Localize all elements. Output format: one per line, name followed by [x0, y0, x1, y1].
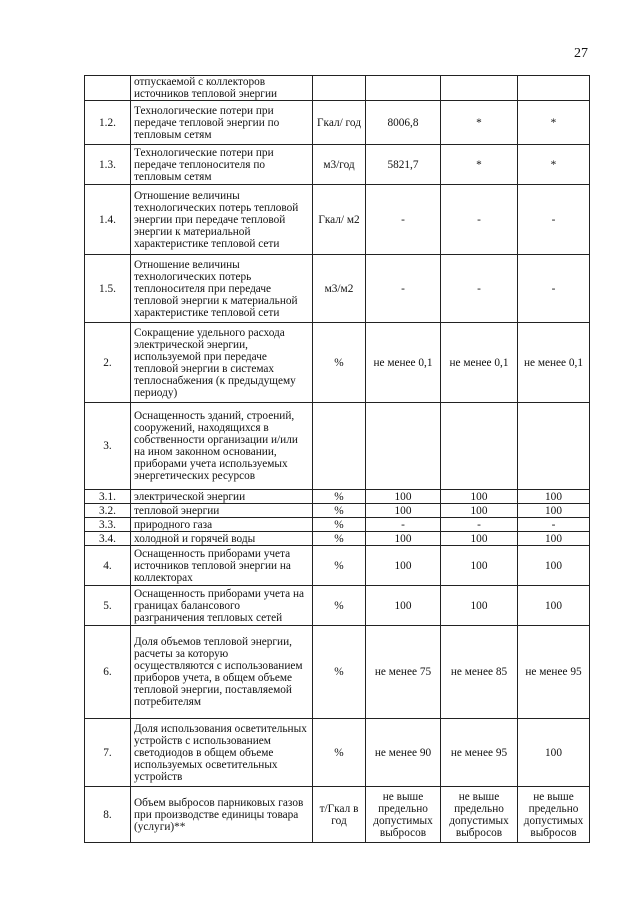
- row-number: 4.: [85, 546, 131, 586]
- table-row: [85, 546, 590, 586]
- value-year-1: 100: [366, 532, 441, 546]
- row-number: 3.2.: [85, 504, 131, 518]
- unit-of-measure: [313, 76, 366, 101]
- indicator-name: тепловой энергии: [131, 504, 313, 518]
- value-year-2: 100: [441, 546, 518, 586]
- value-year-1: не менее 75: [366, 626, 441, 719]
- value-year-2: *: [441, 145, 518, 185]
- value-year-3: [518, 76, 590, 101]
- indicator-name: природного газа: [131, 518, 313, 532]
- table-row: [85, 626, 590, 719]
- row-number: 2.: [85, 323, 131, 403]
- row-number: 1.5.: [85, 255, 131, 323]
- indicator-name: Оснащенность приборами учета на границах балансового разграничения тепловых сетей: [131, 586, 313, 626]
- row-number: 3.3.: [85, 518, 131, 532]
- table-row: [85, 101, 590, 145]
- indicator-name: Доля использования осветительных устройств с использованием светодиодов в общем объеме используемых осветительных устройств: [131, 719, 313, 787]
- value-year-2: не выше предельно допустимых выбросов: [441, 787, 518, 843]
- indicator-name: Сокращение удельного расхода электрической энергии, используемой при передаче тепловой энергии в системах теплоснабжения (к предыдущему периоду): [131, 323, 313, 403]
- indicator-name: отпускаемой с коллекторов источников тепловой энергии: [131, 76, 313, 101]
- indicator-name: Оснащенность зданий, строений, сооружений, находящихся в собственности организации и/или на ином законном основании, приборами учета используемых энергетических ресурсов: [131, 403, 313, 490]
- value-year-3: 100: [518, 586, 590, 626]
- indicator-name: холодной и горячей воды: [131, 532, 313, 546]
- indicator-name: Оснащенность приборами учета источников тепловой энергии на коллекторах: [131, 546, 313, 586]
- row-number: 7.: [85, 719, 131, 787]
- table-row: [85, 504, 590, 518]
- unit-of-measure: м3/м2: [313, 255, 366, 323]
- value-year-1: 5821,7: [366, 145, 441, 185]
- value-year-3: 100: [518, 532, 590, 546]
- value-year-1: 100: [366, 490, 441, 504]
- value-year-3: не менее 95: [518, 626, 590, 719]
- unit-of-measure: [313, 403, 366, 490]
- value-year-2: не менее 0,1: [441, 323, 518, 403]
- indicator-name: Объем выбросов парниковых газов при производстве единицы товара (услуги)**: [131, 787, 313, 843]
- value-year-1: -: [366, 255, 441, 323]
- value-year-3: не выше предельно допустимых выбросов: [518, 787, 590, 843]
- value-year-3: не менее 0,1: [518, 323, 590, 403]
- value-year-2: [441, 76, 518, 101]
- table-row: [85, 490, 590, 504]
- value-year-1: -: [366, 185, 441, 255]
- table-row: [85, 518, 590, 532]
- row-number: 3.1.: [85, 490, 131, 504]
- value-year-1: не выше предельно допустимых выбросов: [366, 787, 441, 843]
- indicator-name: Технологические потери при передаче тепловой энергии по тепловым сетям: [131, 101, 313, 145]
- table-row: [85, 719, 590, 787]
- value-year-3: 100: [518, 719, 590, 787]
- value-year-3: 100: [518, 490, 590, 504]
- value-year-2: не менее 85: [441, 626, 518, 719]
- indicator-name: Отношение величины технологических потерь тепловой энергии при передаче тепловой энергии к материальной характеристике тепловой сети: [131, 185, 313, 255]
- row-number: 5.: [85, 586, 131, 626]
- value-year-1: [366, 76, 441, 101]
- value-year-1: не менее 0,1: [366, 323, 441, 403]
- row-number: 3.4.: [85, 532, 131, 546]
- value-year-2: -: [441, 518, 518, 532]
- unit-of-measure: %: [313, 626, 366, 719]
- table-row: [85, 76, 590, 101]
- value-year-1: -: [366, 518, 441, 532]
- table-row: [85, 403, 590, 490]
- value-year-2: 100: [441, 504, 518, 518]
- unit-of-measure: Гкал/ год: [313, 101, 366, 145]
- indicator-name: Доля объемов тепловой энергии, расчеты за которую осуществляются с использованием приборов учета, в общем объеме тепловой энергии, поставляемой потребителям: [131, 626, 313, 719]
- value-year-2: 100: [441, 586, 518, 626]
- unit-of-measure: %: [313, 586, 366, 626]
- unit-of-measure: Гкал/ м2: [313, 185, 366, 255]
- unit-of-measure: %: [313, 323, 366, 403]
- row-number: 8.: [85, 787, 131, 843]
- row-number: 1.4.: [85, 185, 131, 255]
- row-number: 6.: [85, 626, 131, 719]
- value-year-3: *: [518, 145, 590, 185]
- value-year-2: -: [441, 185, 518, 255]
- table-row: [85, 586, 590, 626]
- unit-of-measure: %: [313, 518, 366, 532]
- row-number: [85, 76, 131, 101]
- indicator-name: электрической энергии: [131, 490, 313, 504]
- table-row: [85, 323, 590, 403]
- value-year-3: [518, 403, 590, 490]
- value-year-2: [441, 403, 518, 490]
- value-year-2: -: [441, 255, 518, 323]
- value-year-3: -: [518, 185, 590, 255]
- value-year-1: 100: [366, 546, 441, 586]
- unit-of-measure: м3/год: [313, 145, 366, 185]
- unit-of-measure: %: [313, 490, 366, 504]
- value-year-3: -: [518, 518, 590, 532]
- unit-of-measure: %: [313, 546, 366, 586]
- indicator-name: Отношение величины технологических потерь теплоносителя при передаче тепловой энергии к материальной характеристике тепловой сети: [131, 255, 313, 323]
- value-year-1: не менее 90: [366, 719, 441, 787]
- table-row: [85, 255, 590, 323]
- unit-of-measure: %: [313, 719, 366, 787]
- value-year-2: *: [441, 101, 518, 145]
- value-year-1: 100: [366, 586, 441, 626]
- indicators-table: [84, 75, 590, 843]
- indicator-name: Технологические потери при передаче теплоносителя по тепловым сетям: [131, 145, 313, 185]
- table-row: [85, 185, 590, 255]
- value-year-1: 8006,8: [366, 101, 441, 145]
- table-row: [85, 532, 590, 546]
- table-row: [85, 145, 590, 185]
- unit-of-measure: %: [313, 504, 366, 518]
- value-year-3: 100: [518, 546, 590, 586]
- unit-of-measure: %: [313, 532, 366, 546]
- value-year-2: 100: [441, 490, 518, 504]
- table-row: [85, 787, 590, 843]
- value-year-3: *: [518, 101, 590, 145]
- row-number: 1.2.: [85, 101, 131, 145]
- value-year-3: 100: [518, 504, 590, 518]
- row-number: 1.3.: [85, 145, 131, 185]
- value-year-2: 100: [441, 532, 518, 546]
- value-year-3: -: [518, 255, 590, 323]
- value-year-1: [366, 403, 441, 490]
- value-year-1: 100: [366, 504, 441, 518]
- page-number: 27: [574, 46, 588, 61]
- unit-of-measure: т/Гкал в год: [313, 787, 366, 843]
- row-number: 3.: [85, 403, 131, 490]
- value-year-2: не менее 95: [441, 719, 518, 787]
